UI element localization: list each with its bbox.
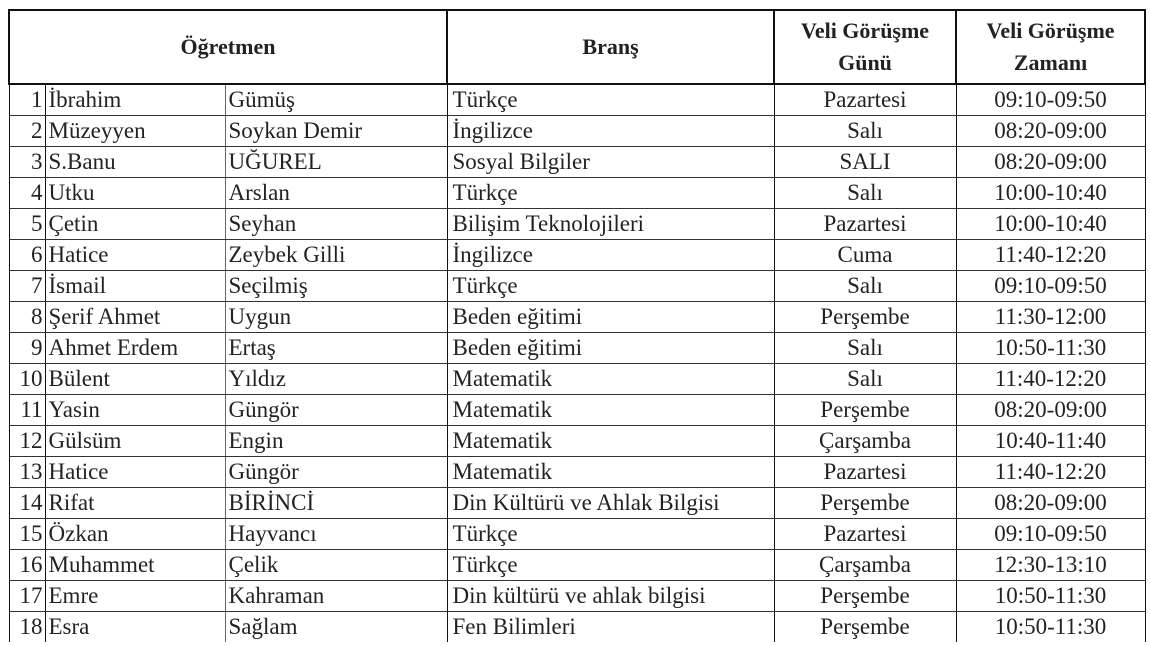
meeting-day-cell: Perşembe [774, 581, 956, 612]
meeting-time-cell: 09:10-09:50 [956, 271, 1145, 302]
branch-cell: Bilişim Teknolojileri [447, 209, 774, 240]
teacher-first-name: Utku [45, 178, 225, 209]
meeting-time-cell: 10:50-11:30 [956, 333, 1145, 364]
table-row [9, 426, 1145, 457]
meeting-day-cell: Pazartesi [774, 84, 956, 116]
meeting-time-cell: 11:40-12:20 [956, 457, 1145, 488]
teacher-last-name: Zeybek Gilli [225, 240, 447, 271]
branch-cell: Din Kültürü ve Ahlak Bilgisi [447, 488, 774, 519]
teacher-last-name: Ertaş [225, 333, 447, 364]
meeting-time-cell: 10:50-11:30 [956, 612, 1145, 643]
meeting-day-cell: Salı [774, 333, 956, 364]
meeting-day-cell: SALI [774, 147, 956, 178]
meeting-time-cell: 10:40-11:40 [956, 426, 1145, 457]
teacher-first-name: Hatice [45, 457, 225, 488]
teacher-last-name: Yıldız [225, 364, 447, 395]
table-row [9, 333, 1145, 364]
meeting-day-cell: Çarşamba [774, 426, 956, 457]
meeting-time-cell: 08:20-09:00 [956, 488, 1145, 519]
teacher-last-name: Gümüş [225, 84, 447, 116]
teacher-last-name: Seyhan [225, 209, 447, 240]
meeting-day-cell: Pazartesi [774, 209, 956, 240]
teacher-first-name: Gülsüm [45, 426, 225, 457]
table-row [9, 209, 1145, 240]
teacher-first-name: Emre [45, 581, 225, 612]
teacher-first-name: Esra [45, 612, 225, 643]
teacher-first-name: İbrahim [45, 84, 225, 116]
table-row [9, 116, 1145, 147]
row-number: 14 [9, 488, 45, 519]
teacher-first-name: Çetin [45, 209, 225, 240]
header-gorusme-zamani-line1: Veli Görüşme [986, 18, 1115, 43]
teacher-first-name: Rifat [45, 488, 225, 519]
meeting-time-cell: 11:30-12:00 [956, 302, 1145, 333]
row-number: 15 [9, 519, 45, 550]
table-row [9, 240, 1145, 271]
branch-cell: Türkçe [447, 519, 774, 550]
row-number: 8 [9, 302, 45, 333]
table-row [9, 488, 1145, 519]
table-header [9, 10, 1145, 84]
teacher-last-name: Arslan [225, 178, 447, 209]
row-number: 13 [9, 457, 45, 488]
header-gorusme-zamani [956, 10, 1145, 84]
header-gorusme-zamani-line2: Zamanı [1013, 50, 1088, 75]
teacher-last-name: Engin [225, 426, 447, 457]
teacher-last-name: Güngör [225, 395, 447, 426]
teacher-last-name: Çelik [225, 550, 447, 581]
teacher-last-name: Hayvancı [225, 519, 447, 550]
teacher-first-name: Müzeyyen [45, 116, 225, 147]
meeting-day-cell: Perşembe [774, 488, 956, 519]
branch-cell: Beden eğitimi [447, 333, 774, 364]
branch-cell: Matematik [447, 364, 774, 395]
branch-cell: Din kültürü ve ahlak bilgisi [447, 581, 774, 612]
schedule-sheet [8, 9, 1146, 642]
header-ogretmen: Öğretmen [9, 10, 447, 84]
teacher-last-name: Soykan Demir [225, 116, 447, 147]
teacher-first-name: Bülent [45, 364, 225, 395]
meeting-time-cell: 11:40-12:20 [956, 240, 1145, 271]
meeting-time-cell: 11:40-12:20 [956, 364, 1145, 395]
row-number: 1 [9, 84, 45, 116]
teacher-first-name: S.Banu [45, 147, 225, 178]
header-gorusme-gunu-line1: Veli Görüşme [800, 18, 930, 43]
header-brans: Branş [447, 10, 774, 84]
table-row [9, 178, 1145, 209]
table-row [9, 550, 1145, 581]
meeting-day-cell: Çarşamba [774, 550, 956, 581]
meeting-time-cell: 08:20-09:00 [956, 395, 1145, 426]
meeting-day-cell: Salı [774, 178, 956, 209]
table-row [9, 395, 1145, 426]
meeting-day-cell: Salı [774, 271, 956, 302]
teacher-first-name: Şerif Ahmet [45, 302, 225, 333]
branch-cell: Türkçe [447, 271, 774, 302]
branch-cell: İngilizce [447, 116, 774, 147]
branch-cell: Türkçe [447, 178, 774, 209]
row-number: 2 [9, 116, 45, 147]
meeting-time-cell: 12:30-13:10 [956, 550, 1145, 581]
header-gorusme-gunu-line2: Günü [838, 50, 892, 75]
meeting-time-cell: 09:10-09:50 [956, 519, 1145, 550]
row-number: 18 [9, 612, 45, 643]
header-gorusme-gunu [774, 10, 956, 84]
teacher-first-name: İsmail [45, 271, 225, 302]
table-row [9, 519, 1145, 550]
teacher-first-name: Ahmet Erdem [45, 333, 225, 364]
meeting-day-cell: Pazartesi [774, 519, 956, 550]
meeting-day-cell: Perşembe [774, 395, 956, 426]
table-row [9, 364, 1145, 395]
meeting-time-cell: 10:00-10:40 [956, 209, 1145, 240]
branch-cell: Türkçe [447, 84, 774, 116]
branch-cell: Sosyal Bilgiler [447, 147, 774, 178]
row-number: 3 [9, 147, 45, 178]
teacher-first-name: Özkan [45, 519, 225, 550]
table-row [9, 457, 1145, 488]
meeting-day-cell: Cuma [774, 240, 956, 271]
table-row [9, 84, 1145, 116]
meeting-day-cell: Pazartesi [774, 457, 956, 488]
row-number: 17 [9, 581, 45, 612]
meeting-time-cell: 08:20-09:00 [956, 147, 1145, 178]
table-body [9, 84, 1145, 642]
teacher-first-name: Hatice [45, 240, 225, 271]
teacher-first-name: Muhammet [45, 550, 225, 581]
branch-cell: Matematik [447, 395, 774, 426]
teacher-last-name: Uygun [225, 302, 447, 333]
teacher-last-name: Güngör [225, 457, 447, 488]
branch-cell: Türkçe [447, 550, 774, 581]
table-row [9, 271, 1145, 302]
row-number: 11 [9, 395, 45, 426]
row-number: 5 [9, 209, 45, 240]
table-row [9, 612, 1145, 643]
meeting-day-cell: Perşembe [774, 612, 956, 643]
branch-cell: Fen Bilimleri [447, 612, 774, 643]
row-number: 12 [9, 426, 45, 457]
row-number: 4 [9, 178, 45, 209]
branch-cell: Matematik [447, 457, 774, 488]
meeting-time-cell: 08:20-09:00 [956, 116, 1145, 147]
teacher-last-name: Sağlam [225, 612, 447, 643]
teacher-last-name: BİRİNCİ [225, 488, 447, 519]
branch-cell: Beden eğitimi [447, 302, 774, 333]
teacher-schedule-table [8, 9, 1146, 642]
row-number: 16 [9, 550, 45, 581]
teacher-last-name: UĞUREL [225, 147, 447, 178]
row-number: 9 [9, 333, 45, 364]
meeting-day-cell: Perşembe [774, 302, 956, 333]
meeting-time-cell: 10:00-10:40 [956, 178, 1145, 209]
meeting-time-cell: 09:10-09:50 [956, 84, 1145, 116]
row-number: 10 [9, 364, 45, 395]
teacher-last-name: Seçilmiş [225, 271, 447, 302]
branch-cell: İngilizce [447, 240, 774, 271]
table-row [9, 147, 1145, 178]
meeting-day-cell: Salı [774, 364, 956, 395]
meeting-day-cell: Salı [774, 116, 956, 147]
teacher-last-name: Kahraman [225, 581, 447, 612]
row-number: 7 [9, 271, 45, 302]
table-row [9, 581, 1145, 612]
branch-cell: Matematik [447, 426, 774, 457]
row-number: 6 [9, 240, 45, 271]
meeting-time-cell: 10:50-11:30 [956, 581, 1145, 612]
table-row [9, 302, 1145, 333]
teacher-first-name: Yasin [45, 395, 225, 426]
